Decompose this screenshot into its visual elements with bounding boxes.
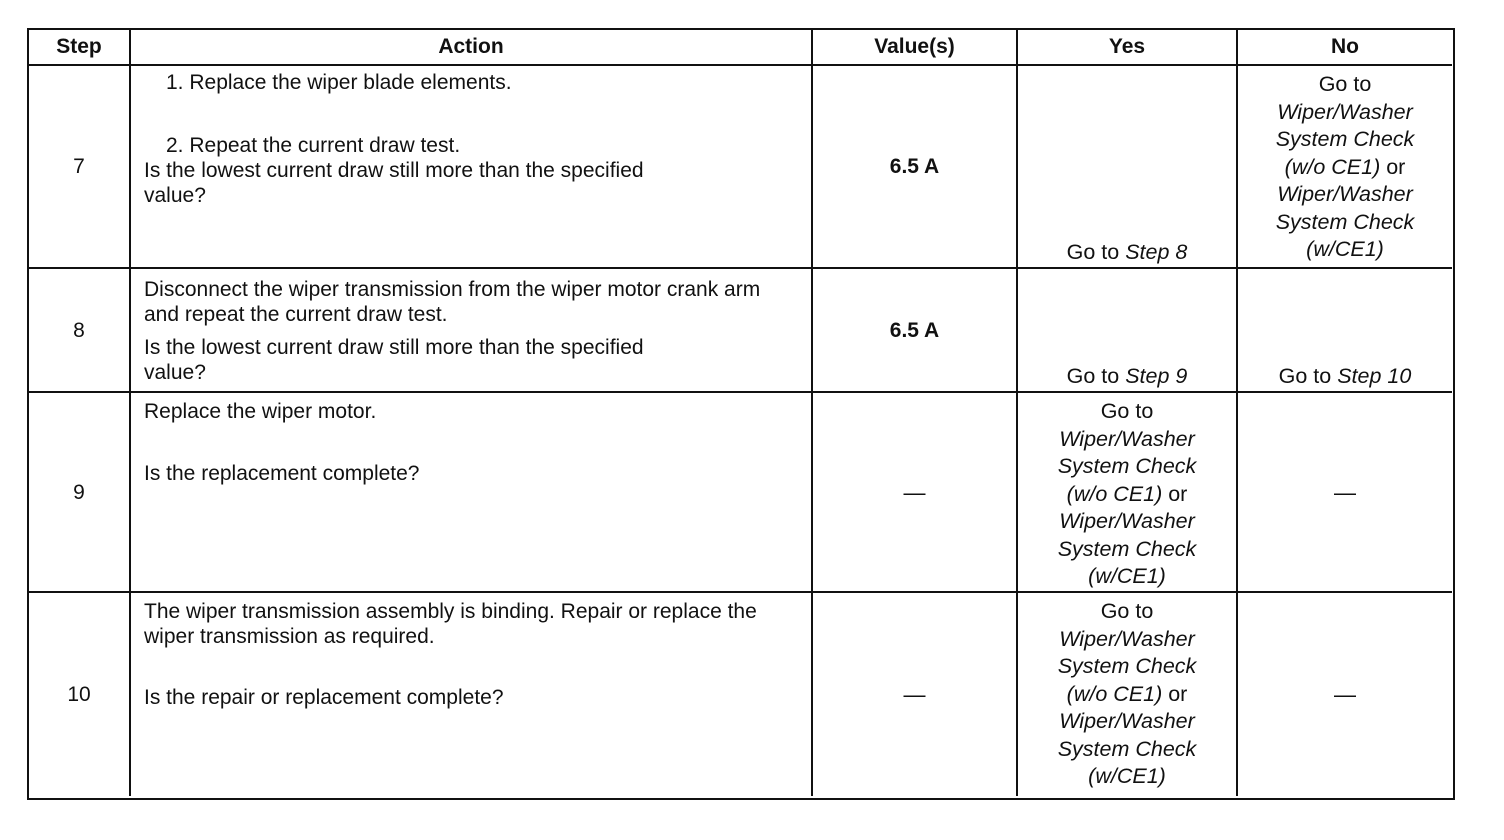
goto-link[interactable]: Wiper/Washer System Check (w/CE1) xyxy=(1275,182,1415,261)
no-cell: — xyxy=(1237,592,1452,796)
step-number: 7 xyxy=(29,65,130,268)
value-cell: — xyxy=(812,592,1017,796)
action-cell xyxy=(130,268,812,392)
action-cell xyxy=(130,392,812,592)
yes-goto[interactable]: Go to Step 8 xyxy=(1066,240,1188,264)
action-question: Is the lowest current draw still more than the specified value? xyxy=(144,336,644,384)
goto-link[interactable]: Wiper/Washer System Check (w/o CE1) xyxy=(1275,99,1415,179)
table-row xyxy=(29,392,1452,592)
no-cell xyxy=(1237,65,1452,268)
yes-cell xyxy=(1017,592,1237,796)
action-text: Disconnect the wiper transmission from the wiper motor crank arm and repeat the current draw test. xyxy=(144,278,761,326)
header-no: No xyxy=(1237,30,1452,65)
diagnostic-table xyxy=(29,30,1452,796)
table-row xyxy=(29,268,1452,392)
header-yes: Yes xyxy=(1017,30,1237,65)
step-number: 8 xyxy=(29,268,130,392)
step-number: 10 xyxy=(29,592,130,796)
goto-link[interactable]: Wiper/Washer System Check (w/CE1) xyxy=(1057,709,1197,788)
table-row xyxy=(29,592,1452,796)
goto-link[interactable]: Wiper/Washer System Check (w/o CE1) xyxy=(1057,426,1197,506)
header-values: Value(s) xyxy=(812,30,1017,65)
yes-cell xyxy=(1017,392,1237,592)
no-cell: — xyxy=(1237,392,1452,592)
yes-goto[interactable]: Go to Step 9 xyxy=(1066,364,1188,388)
goto-link[interactable]: Wiper/Washer System Check (w/CE1) xyxy=(1057,509,1197,588)
action-question: Is the repair or replacement complete? xyxy=(144,686,504,709)
value-cell: 6.5 A xyxy=(812,268,1017,392)
action-item: 2. Repeat the current draw test. xyxy=(166,134,461,157)
goto-link[interactable]: Step 8 xyxy=(1125,240,1188,264)
action-item: 1. Replace the wiper blade elements. xyxy=(166,71,512,94)
header-row xyxy=(29,30,1452,65)
no-cell xyxy=(1237,268,1452,392)
diagnostic-table-frame xyxy=(27,28,1455,800)
yes-cell xyxy=(1017,268,1237,392)
action-text: The wiper transmission assembly is binding. Repair or replace the wiper transmission as required. xyxy=(144,600,757,648)
yes-goto[interactable]: Go to Wiper/Washer System Check (w/o CE1) or Wiper/Washer System Check (w/CE1) xyxy=(1057,399,1197,588)
action-question: Is the replacement complete? xyxy=(144,462,420,485)
goto-link[interactable]: Step 10 xyxy=(1337,364,1412,388)
action-cell xyxy=(130,65,812,268)
action-text: Replace the wiper motor. xyxy=(144,400,377,423)
header-action: Action xyxy=(130,30,812,65)
action-question: Is the lowest current draw still more than the specified value? xyxy=(144,159,644,207)
yes-goto[interactable]: Go to Wiper/Washer System Check (w/o CE1) or Wiper/Washer System Check (w/CE1) xyxy=(1057,599,1197,788)
no-goto[interactable]: Go to Wiper/Washer System Check (w/o CE1) or Wiper/Washer System Check (w/CE1) xyxy=(1275,72,1415,261)
step-number: 9 xyxy=(29,392,130,592)
table-row xyxy=(29,65,1452,268)
yes-cell xyxy=(1017,65,1237,268)
value-cell: — xyxy=(812,392,1017,592)
no-goto[interactable]: Go to Step 10 xyxy=(1278,364,1412,388)
action-cell xyxy=(130,592,812,796)
value-cell: 6.5 A xyxy=(812,65,1017,268)
header-step: Step xyxy=(29,30,130,65)
goto-link[interactable]: Step 9 xyxy=(1125,364,1188,388)
goto-link[interactable]: Wiper/Washer System Check (w/o CE1) xyxy=(1057,626,1197,706)
